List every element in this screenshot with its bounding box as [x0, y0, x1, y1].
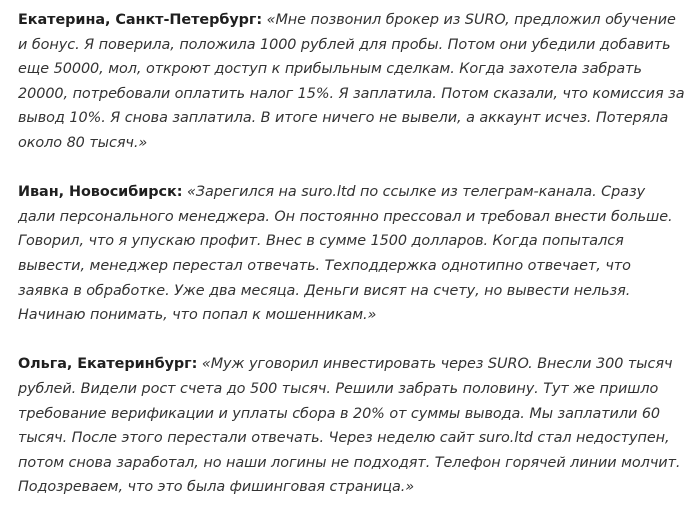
- review-3: [18, 352, 686, 500]
- review-text: «Мне позвонил брокер из SURO, предложил обучение и бонус. Я поверила, положила 1000 рублей для пробы. Потом они убедили добавить еще 50000, мол, откроют доступ к прибыльным сделкам. Когда захотела забрать 20000, потребовали оплатить налог 15%. Я заплатила. Потом сказали, что комиссия за вывод 10%. Я снова заплатила. В итоге ничего не вывели, а аккаунт исчез. Потеряла около 80 тысяч.»: [18, 12, 685, 151]
- review-1: [18, 0, 686, 156]
- review-author: Ольга, Екатеринбург:: [18, 356, 198, 373]
- review-author: Иван, Новосибирск:: [18, 184, 183, 201]
- review-text: «Муж уговорил инвестировать через SURO. Внесли 300 тысяч рублей. Видели рост счета до 500 тысяч. Решили забрать половину. Тут же пришло требование верификации и уплаты сбора в 20% от суммы вывода. Мы заплатили 60 тысяч. После этого перестали отвечать. Через неделю сайт suro.ltd стал недоступен, потом снова заработал, но наши логины не подходят. Телефон горячей линии молчит. Подозреваем, что это была фишинговая страница.»: [18, 356, 681, 496]
- reviews-document: [18, 0, 686, 500]
- review-author: Екатерина, Санкт-Петербург:: [18, 12, 263, 28]
- review-2: [18, 180, 686, 328]
- review-text: «Зарегился на suro.ltd по ссылке из телеграм-канала. Сразу дали персонального менеджера. Он постоянно прессовал и требовал внести больше. Говорил, что я упускаю профит. Внес в сумме 1500 долларов. Когда попытался вывести, менеджер перестал отвечать. Техподдержка однотипно отвечает, что заявка в обработке. Уже два месяца. Деньги висят на счету, но вывести нельзя. Начинаю понимать, что попал к мошенникам.»: [18, 184, 673, 324]
